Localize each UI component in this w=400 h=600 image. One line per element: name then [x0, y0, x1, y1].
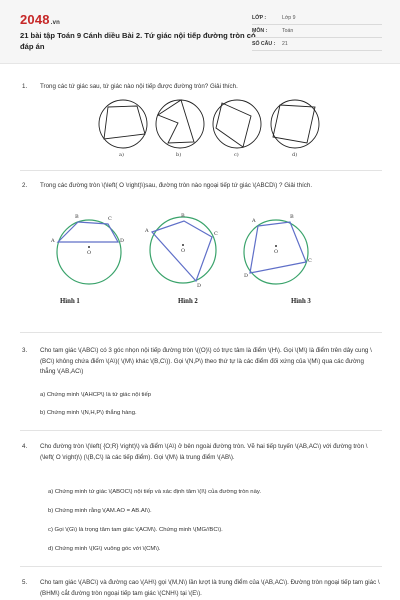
figure-label-a: a): [119, 152, 124, 158]
question-number: 2.: [22, 182, 28, 189]
hinh-3-label-d: D: [244, 273, 249, 279]
hinh-1-label-a: A: [51, 238, 55, 244]
hinh-2-label-o: O: [181, 248, 186, 254]
figure-label-d: d): [292, 152, 298, 158]
question-text: Cho tam giác \(ABC\) có 3 góc nhọn nội tiếp đường tròn \((O)\) có trực tâm là điểm \(H\). Gọi \(M\) là điểm trên dây cung \(BC\) không chứa điểm \(A\)( \(M\) khác \(B,C\)). Gọi \(N,P\) theo thứ tự là các điểm đối xứng của \(M\) qua các đường thẳng \(AB,AC\): [40, 347, 372, 375]
figure-label-b: b): [176, 152, 182, 158]
question-4-part-b: b) Chứng minh rằng \(AM.AO = AB.AI\).: [48, 508, 152, 514]
hinh-1-caption: Hình 1: [60, 298, 80, 305]
meta-value: Lớp 9: [282, 15, 296, 21]
logo-main: 2048: [20, 12, 50, 27]
hinh-2-label-d: D: [197, 283, 202, 289]
hinh-1-quadrilateral: [58, 222, 118, 242]
section-divider: [20, 566, 382, 567]
question-number: 5.: [22, 579, 28, 586]
meta-value: Toán: [282, 28, 294, 34]
question-number: 1.: [22, 83, 28, 90]
question-3-part-b: b) Chứng minh \(N,H,P\) thẳng hàng.: [40, 410, 137, 416]
hinh-3-label-c: C: [308, 258, 312, 264]
question-text: Trong các đường tròn \(\left( O \right)\)sau, đường tròn nào ngoại tiếp tứ giác \(ABCD\) ? Giải thích.: [40, 182, 313, 189]
meta-key: SỐ CÂU :: [252, 41, 276, 47]
hinh-3-center-point: [275, 245, 277, 247]
question-4: [22, 442, 382, 476]
question-4-part-c: c) Gọi \(G\) là trọng tâm tam giác \(ACM\). Chứng minh \(MG//BC\).: [48, 527, 223, 533]
question-text: Cho đường tròn \(\left( {O;R} \right)\) và điểm \(A\) ở bên ngoài đường tròn. Vẽ hai tiếp tuyến \(AB,AC\) với đường tròn \(\left( O \right)\) (\(B,C\) là các tiếp điểm). Gọi \(M\) là trung điểm \(AB\).: [40, 443, 368, 461]
meta-key: LỚP :: [252, 15, 267, 21]
document-title: 21 bài tập Toán 9 Cánh diều Bài 2. Tứ giác nội tiếp đường tròn có đáp án: [20, 31, 256, 51]
meta-key: MÔN :: [252, 28, 268, 34]
question-number: 4.: [22, 443, 28, 450]
question-text: Cho tam giác \(ABC\) và đường cao \(AH\) gọi \(M,N\) lần lượt là trung điểm của \(AB,AC\). Đường tròn ngoại tiếp tam giác \(BHM\) cắt đường tròn ngoại tiếp tam giác \(CNH\) tại \(E\).: [40, 579, 380, 597]
section-divider: [20, 332, 382, 333]
hinh-2-label-c: C: [214, 231, 218, 237]
hinh-1-label-c: C: [108, 216, 112, 222]
question-text: Trong các tứ giác sau, tứ giác nào nội tiếp được đường tròn? Giải thích.: [40, 83, 238, 90]
hinh-1-center-point: [88, 246, 90, 248]
hinh-3-label-a: A: [252, 218, 256, 224]
hinh-3-caption: Hình 3: [291, 298, 311, 305]
hinh-1-label-o: O: [87, 250, 92, 256]
logo-tld: .vn: [50, 20, 61, 26]
hinh-1-label-b: B: [75, 214, 79, 220]
figure-label-c: c): [234, 152, 239, 158]
hinh-2-label-a: A: [145, 228, 149, 234]
section-divider: [20, 430, 382, 431]
meta-value: 21: [282, 41, 288, 47]
question-4-part-a: a) Chứng minh tứ giác \(ABOC\) nội tiếp và xác định tâm \(I\) của đường tròn này.: [48, 489, 262, 495]
hinh-3-label-b: B: [290, 214, 294, 220]
hinh-1-label-d: D: [120, 238, 125, 244]
hinh-2-caption: Hình 2: [178, 298, 198, 305]
question-5: [22, 578, 382, 600]
question-number: 3.: [22, 347, 28, 354]
hinh-2-center-point: [182, 244, 184, 246]
question-4-part-d: d) Chứng minh \(IG\) vuông góc với \(CM\).: [48, 546, 161, 552]
hinh-3-label-o: O: [274, 249, 279, 255]
question-3: [22, 346, 382, 380]
question-3-part-a: a) Chứng minh \(AHCP\) là tứ giác nội tiếp: [40, 392, 152, 398]
hinh-3-quadrilateral: [250, 222, 306, 273]
hinh-2-label-b: B: [181, 213, 185, 219]
